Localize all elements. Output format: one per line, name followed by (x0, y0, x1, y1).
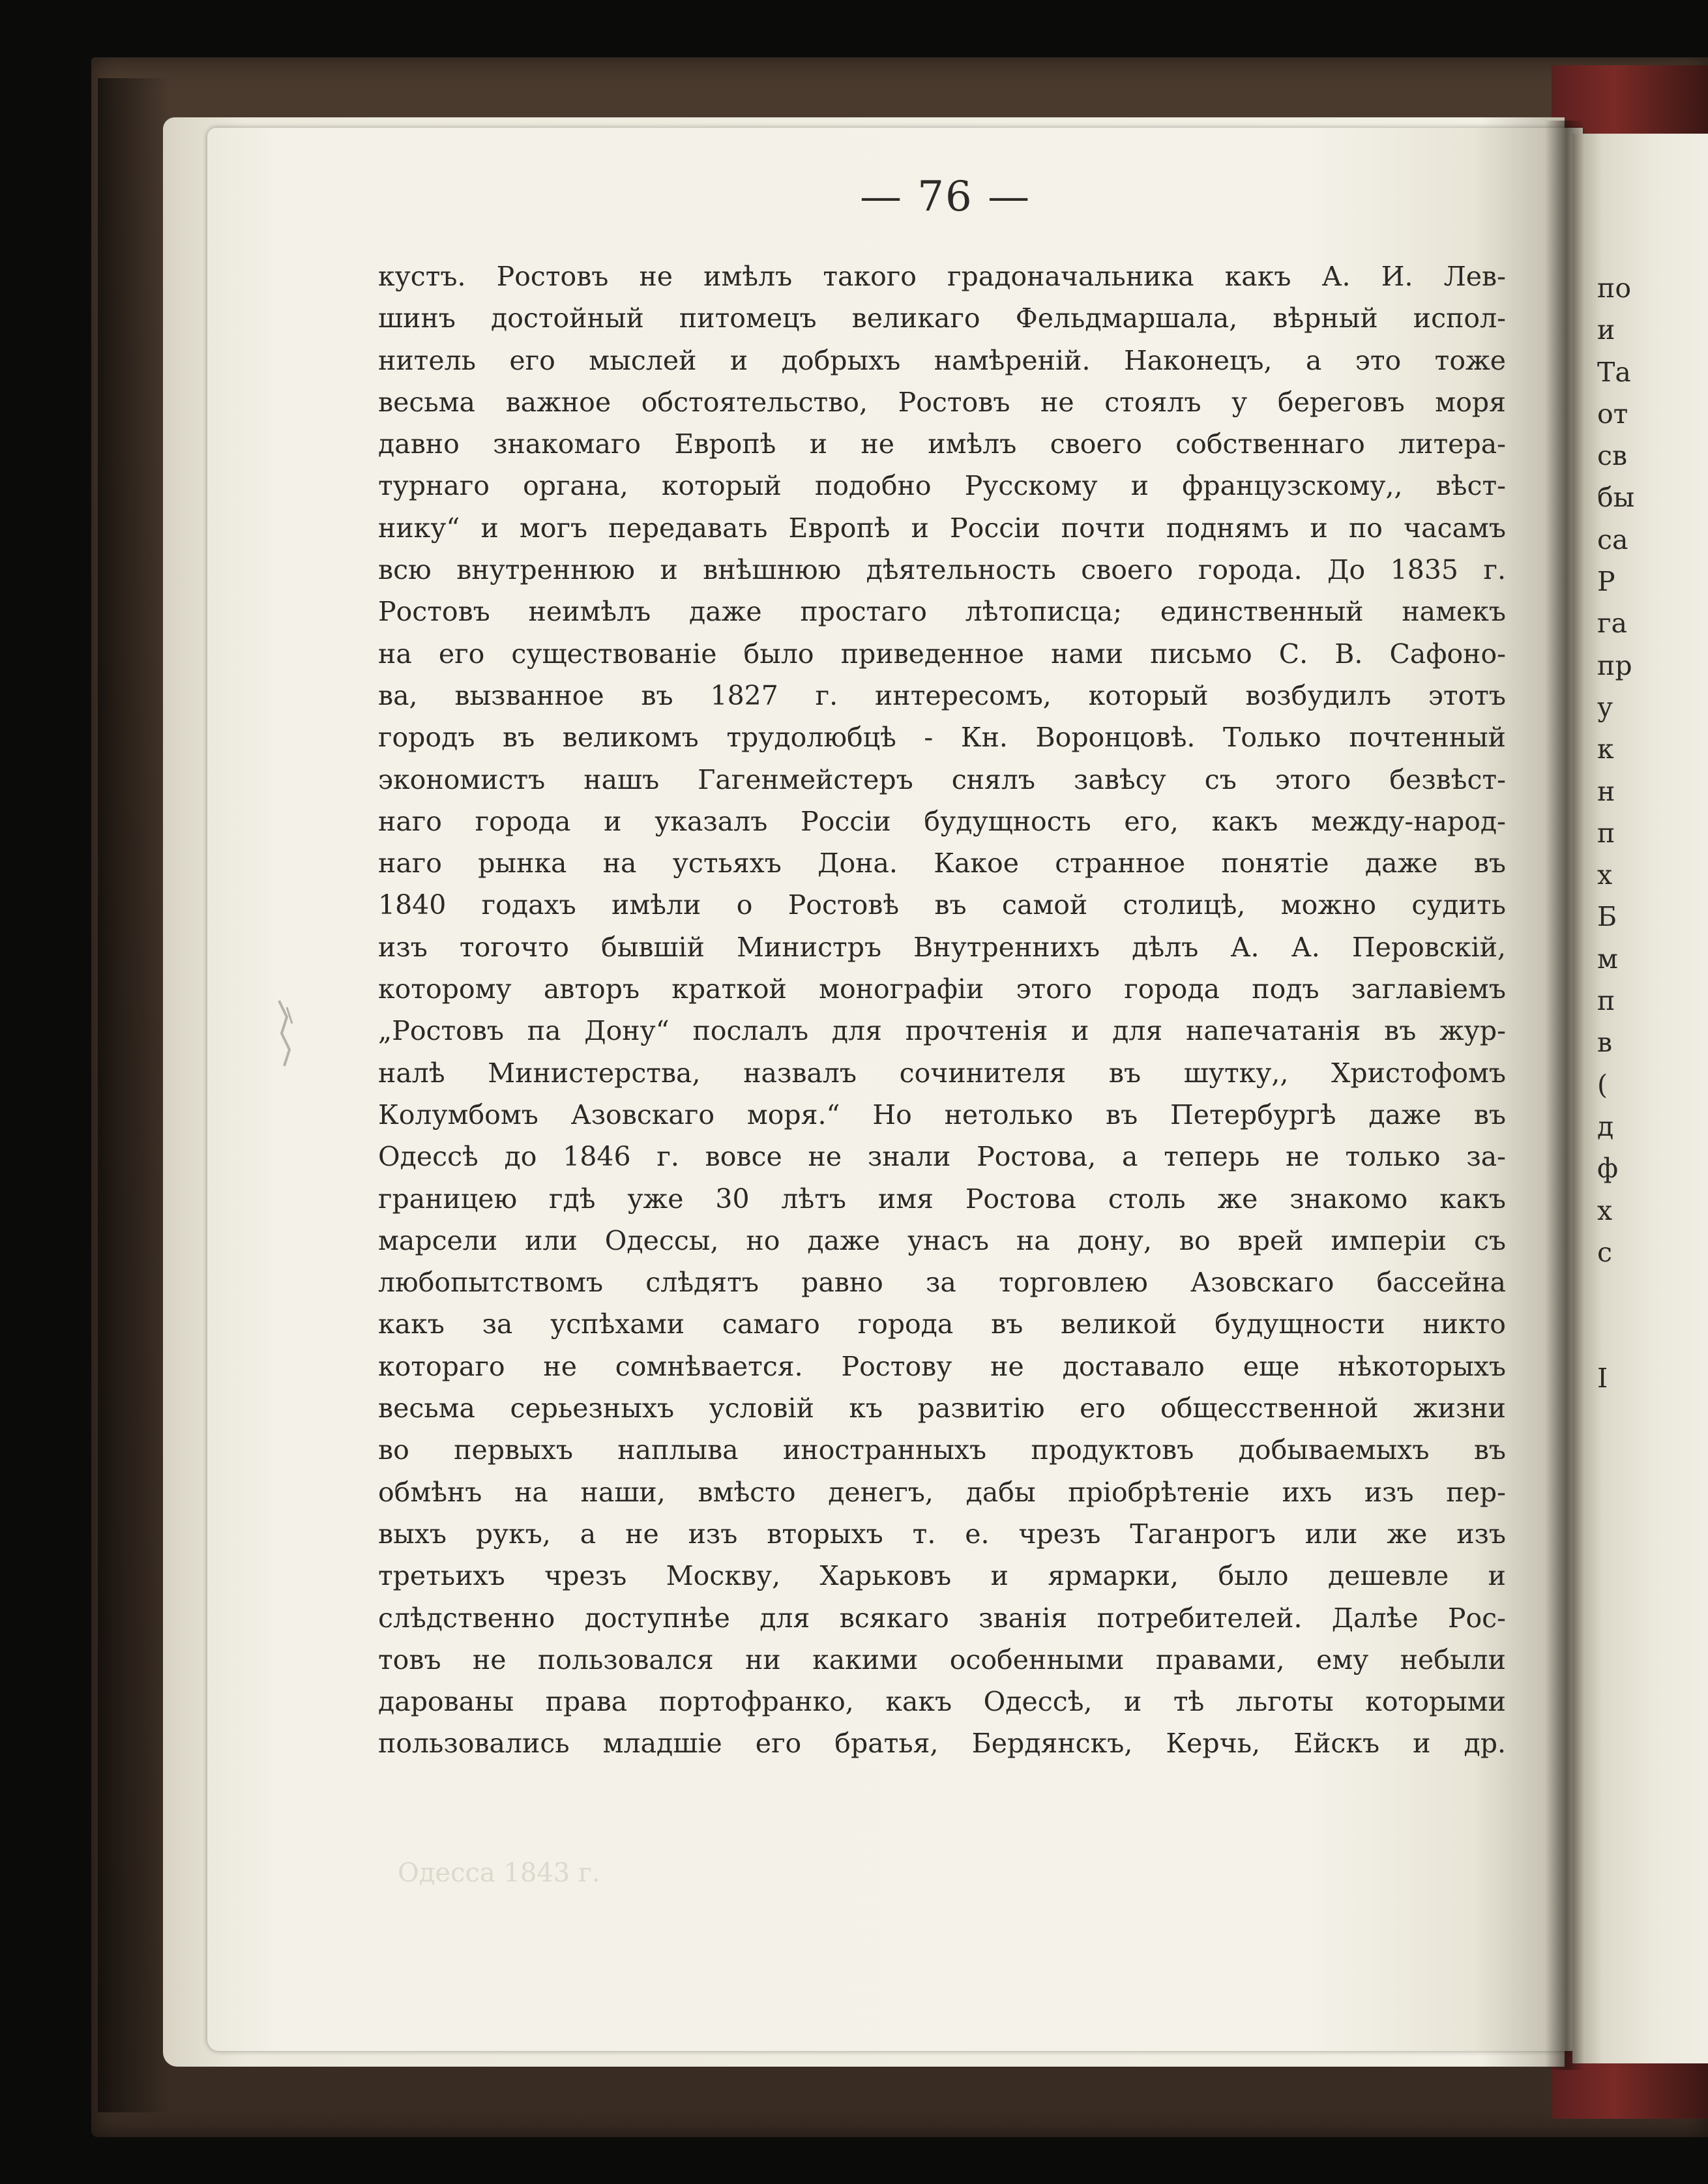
right-page-line: по (1597, 273, 1632, 304)
right-page-line (1597, 1399, 1708, 1441)
cover-shadow (98, 78, 169, 2112)
text-line: Колумбомъ Азовскаго моря.“ Но нетолько въ Петербургѣ даже въ (378, 1099, 1506, 1130)
right-page-line (1597, 1651, 1708, 1692)
right-page-line: Р (1597, 566, 1615, 598)
right-page-line: са (1597, 524, 1628, 555)
text-line: выхъ рукъ, а не изъ вторыхъ т. е. чрезъ Таганрогъ или же изъ (378, 1518, 1506, 1550)
right-page-line: п (1597, 985, 1615, 1017)
text-line: экономистъ нашъ Гагенмейстеръ снялъ завѣсу съ этого безвѣст- (378, 763, 1506, 795)
right-page-line: ф (1597, 1153, 1619, 1185)
text-line: нитель его мыслей и добрыхъ намѣреній. Наконецъ, а это тоже (378, 344, 1506, 376)
text-line: наго города и указалъ Россіи будущность его, какъ между-народ- (378, 805, 1506, 837)
right-page-line (1597, 1525, 1708, 1567)
right-page-line (1597, 1273, 1708, 1315)
text-line: „Ростовъ па Дону“ послалъ для прочтенія и для напечатанія въ жур- (378, 1015, 1506, 1047)
right-page-line (1597, 1609, 1708, 1651)
page-number: — 76 — (859, 173, 1031, 221)
right-page-line: м (1597, 943, 1618, 975)
text-line: третьихъ чрезъ Москву, Харьковъ и ярмарки, было дешевле и (378, 1560, 1506, 1592)
text-line: товъ не пользовался ни какими особенными правами, ему небыли (378, 1644, 1506, 1675)
text-line: слѣдственно доступнѣе для всякаго званія потребителей. Далѣе Рос- (378, 1602, 1506, 1634)
text-line: давно знакомаго Европѣ и не имѣлъ своего собственнаго литера- (378, 428, 1506, 460)
text-line: изъ тогочто бывшій Министръ Внутреннихъ дѣлъ А. А. Перовскій, (378, 931, 1506, 963)
right-page-line: ( (1597, 1069, 1608, 1100)
text-line: какъ за успѣхами самаго города въ великой будущности никто (378, 1308, 1506, 1340)
right-page-line: Та (1597, 356, 1631, 388)
right-page-line (1597, 1315, 1708, 1357)
text-line: марсели или Одессы, но даже унасъ на дону, во врей имперіи съ (378, 1224, 1506, 1256)
right-page-line: га (1597, 608, 1627, 640)
right-page-line: к (1597, 733, 1614, 765)
text-line: обмѣнъ на наши, вмѣсто денегъ, дабы пріобрѣтеніе ихъ изъ пер- (378, 1476, 1506, 1508)
text-line: на его существованіе было приведенное нами письмо С. В. Сафоно- (378, 638, 1506, 670)
text-line: нику“ и могъ передавать Европѣ и Россіи почти поднямъ и по часамъ (378, 512, 1506, 544)
text-line: любопытствомъ слѣдятъ равно за торговлею Азовскаго бассейна (378, 1267, 1506, 1299)
text-line: границею гдѣ уже 30 лѣтъ имя Ростова столь же знакомо какъ (378, 1183, 1506, 1215)
text-line: Одессѣ до 1846 г. вовсе не знали Ростова, а теперь не только за- (378, 1141, 1506, 1173)
right-page-line (1597, 1567, 1708, 1608)
text-line: весьма важное обстоятельство, Ростовъ не стоялъ у береговъ моря (378, 386, 1506, 418)
bleed-through-text: Одесса 1843 г. (398, 1858, 600, 1888)
text-line: 1840 годахъ имѣли о Ростовѣ въ самой столицѣ, можно судить (378, 889, 1506, 921)
right-page-line: и (1597, 314, 1615, 346)
right-page-line: х (1597, 1194, 1613, 1226)
right-page-line: с (1597, 1236, 1612, 1268)
text-line: ва, вызванное въ 1827 г. интересомъ, который возбудилъ этотъ (378, 679, 1506, 711)
body-text (378, 256, 1506, 1765)
text-line: которому авторъ краткой монографіи этого города подъ заглавіемъ (378, 973, 1506, 1005)
right-page-text (1597, 267, 1708, 1692)
right-page-line: в (1597, 1027, 1613, 1059)
text-line: котораго не сомнѣвается. Ростову не доставало еще нѣкоторыхъ (378, 1350, 1506, 1382)
right-page-line: п (1597, 817, 1615, 849)
text-line: шинъ достойный питомецъ великаго Фельдмаршала, вѣрный испол- (378, 303, 1506, 334)
right-page-line: от (1597, 398, 1628, 430)
text-line: турнаго органа, который подобно Русскому и французскому,, вѣст- (378, 470, 1506, 502)
right-page-line: пр (1597, 649, 1632, 681)
right-page-line (1597, 1441, 1708, 1483)
text-line: пользовались младшіе его братья, Бердянскъ, Керчь, Ейскъ и др. (378, 1728, 1506, 1760)
text-line: дарованы права портофранко, какъ Одессѣ, и тѣ льготы которыми (378, 1686, 1506, 1718)
text-line: весьма серьезныхъ условій къ развитію его общесственной жизни (378, 1393, 1506, 1424)
book-gutter (1545, 121, 1584, 2070)
right-page-line: у (1597, 691, 1613, 723)
text-line: наго рынка на устьяхъ Дона. Какое странное понятіе даже въ (378, 848, 1506, 879)
text-line: всю внутреннюю и внѣшнюю дѣятельность своего города. До 1835 г. (378, 554, 1506, 586)
text-line: налѣ Министерства, назвалъ сочинителя въ шутку,, Христофомъ (378, 1057, 1506, 1089)
text-line: городъ въ великомъ трудолюбцѣ - Кн. Воронцовѣ. Только почтенный (378, 722, 1506, 754)
right-page-line: св (1597, 440, 1628, 472)
right-page-line (1597, 1483, 1708, 1525)
text-line: кустъ. Ростовъ не имѣлъ такого градоначальника какъ А. И. Лев- (378, 261, 1506, 292)
right-page-line: бы (1597, 482, 1635, 514)
right-page-line: д (1597, 1110, 1614, 1142)
right-page-line: н (1597, 775, 1615, 807)
ink-smudge (272, 997, 299, 1069)
right-page-line: I (1597, 1362, 1608, 1394)
right-page-line: Б (1597, 901, 1617, 933)
right-page-line: х (1597, 859, 1613, 891)
text-line: Ростовъ неимѣлъ даже простаго лѣтописца; единственный намекъ (378, 596, 1506, 628)
text-line: во первыхъ наплыва иностранныхъ продуктовъ добываемыхъ въ (378, 1434, 1506, 1466)
